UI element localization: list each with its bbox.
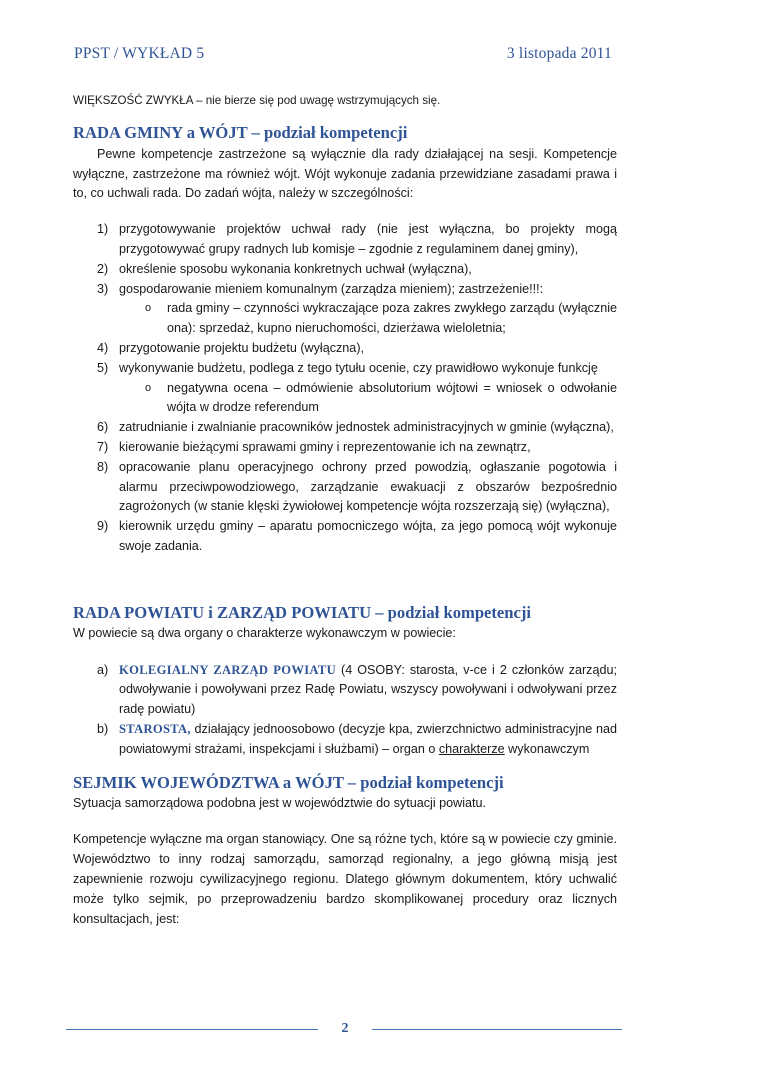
section1-paragraph: Pewne kompetencje zastrzeżone są wyłącznie dla rady działającej na sesji. Kompetencje wyłączne, zastrzeżone ma również wójt. Wójt wykonuje zadania przewidziane zasadami prawa i to, co uchwali rada. Do zadań wójta, należy w szczególności: — [73, 146, 617, 201]
duties-list-continued — [73, 418, 617, 557]
header-date: 3 listopada 2011 — [506, 45, 612, 62]
list-item-text: zatrudnianie i zwalnianie pracowników jednostek administracyjnych w gminie (wyłączna), — [119, 420, 614, 435]
section3-paragraph: Kompetencje wyłączne ma organ stanowiący. One są różne tych, które są w powiecie czy gminie. Województwo to inny rodzaj samorządu, samorząd regionalny, a jego główną misją jest zapewnienie rozwoju cywilizacyjnego regionu. Dlatego głównym dokumentem, który uchwalić może tylko sejmik, po przeprowadzeniu bardzo skomplikowanej procedury oraz licznych konsultacjach, jest: — [73, 832, 617, 926]
list-item-text: kierownik urzędu gminy – aparatu pomocniczego wójta, za jego pomocą wójt wykonuje swoje zadania. — [119, 519, 617, 553]
list-item-text: opracowanie planu operacyjnego ochrony przed powodzią, ogłaszanie pogotowia i alarmu przeciwpowodziowego, zarządzanie ewakuacji z obszarów bezpośrednio zagrożonych (w stanie klęski żywiołowej kompetencje wójta rozszerzają się) (wyłączna), — [119, 459, 617, 514]
duties-list-continued — [73, 339, 617, 379]
organs-list — [73, 661, 617, 760]
sub-list-item-text: negatywna ocena – odmówienie absolutorium wójtowi = wniosek o odwołanie wójta w drodze referendum — [167, 380, 617, 415]
section-heading-rada-powiatu: RADA POWIATU i ZARZĄD POWIATU – podział kompetencji — [73, 602, 532, 622]
list-item — [73, 438, 617, 458]
sub-list — [73, 299, 617, 339]
section-heading-sejmik: SEJMIK WOJEWÓDZTWA a WÓJT – podział kompetencji — [73, 772, 504, 792]
page-number: 2 — [341, 1021, 349, 1036]
list-item — [73, 260, 617, 280]
list-marker: b) — [97, 721, 109, 736]
list-item — [73, 661, 617, 720]
underlined-word: charakterze — [438, 741, 505, 756]
list-item-text: wykonywanie budżetu, podlega z tego tytułu ocenie, czy prawidłowo wykonuje funkcję — [119, 360, 598, 375]
list-marker: 5) — [97, 360, 109, 375]
list-item — [73, 458, 617, 517]
circle-bullet-icon: o — [145, 302, 152, 315]
list-marker: 9) — [97, 519, 109, 534]
list-marker: 2) — [97, 261, 109, 276]
list-marker: 8) — [97, 459, 109, 474]
list-marker: 7) — [97, 439, 109, 454]
list-item-text: gospodarowanie mieniem komunalnym (zarządza mieniem); zastrzeżenie!!!: — [119, 281, 544, 296]
sub-list-item — [73, 299, 617, 339]
list-item — [73, 359, 617, 379]
list-marker: 3) — [97, 281, 109, 296]
footer-rule-right — [372, 1029, 622, 1030]
header-title: PPST / WYKŁAD 5 — [74, 45, 205, 62]
section2-intro: W powiecie są dwa organy o charakterze wykonawczym w powiecie: — [73, 625, 456, 640]
list-item-text: określenie sposobu wykonania konkretnych uchwał (wyłączna), — [119, 261, 472, 276]
list-item — [73, 280, 617, 300]
term-zarzad-powiatu: KOLEGIALNY ZARZĄD POWIATU — [119, 662, 336, 677]
intro-line: WIĘKSZOŚĆ ZWYKŁA – nie bierze się pod uwagę wstrzymujących się. — [73, 94, 441, 107]
list-marker: 6) — [97, 420, 109, 435]
list-item-text-end: wykonawczym — [504, 741, 590, 756]
duties-list — [73, 220, 617, 299]
list-marker: 4) — [97, 340, 109, 355]
section3-intro: Sytuacja samorządowa podobna jest w województwie do sytuacji powiatu. — [73, 795, 487, 810]
section-heading-rada-gminy: RADA GMINY a WÓJT – podział kompetencji — [73, 122, 408, 142]
list-item — [73, 339, 617, 359]
list-item-text: przygotowanie projektu budżetu (wyłączna), — [119, 340, 365, 355]
sub-list — [73, 379, 617, 419]
term-starosta: STAROSTA, — [119, 721, 191, 736]
list-item-text: przygotowywanie projektów uchwał rady (nie jest wyłączna, bo projekty mogą przygotowywać grupy radnych lub komisje – zgodnie z regulaminem danej gminy), — [119, 222, 617, 256]
sub-list-item — [73, 379, 617, 419]
list-item — [73, 220, 617, 260]
list-item-text: działający jednoosobowo (decyzje kpa, zwierzchnictwo administracyjne nad powiatowymi strażami, inspekcjami i służbami) – organ o — [119, 721, 617, 756]
page-content — [73, 91, 617, 929]
list-item — [73, 418, 617, 438]
list-item — [73, 720, 617, 760]
sub-list-item-text: rada gminy – czynności wykraczające poza zakres zwykłego zarządu (wyłącznie ona): sprzedaż, kupno nieruchomości, dzierżawa wieloletnia; — [167, 301, 617, 336]
list-item-text: kierowanie bieżącymi sprawami gminy i reprezentowanie ich na zewnątrz, — [119, 439, 531, 454]
list-item-text: (4 OSOBY: starosta, v-ce i 2 członków zarządu; odwoływanie i powoływani przez Radę Powiatu, wszyscy powoływani i odwoływani przez radę powiatu) — [119, 662, 617, 717]
list-item — [73, 517, 617, 557]
footer-rule-left — [66, 1029, 318, 1030]
circle-bullet-icon: o — [145, 381, 152, 394]
list-marker: a) — [97, 662, 109, 677]
page-footer — [66, 1021, 622, 1041]
list-marker: 1) — [97, 222, 109, 237]
